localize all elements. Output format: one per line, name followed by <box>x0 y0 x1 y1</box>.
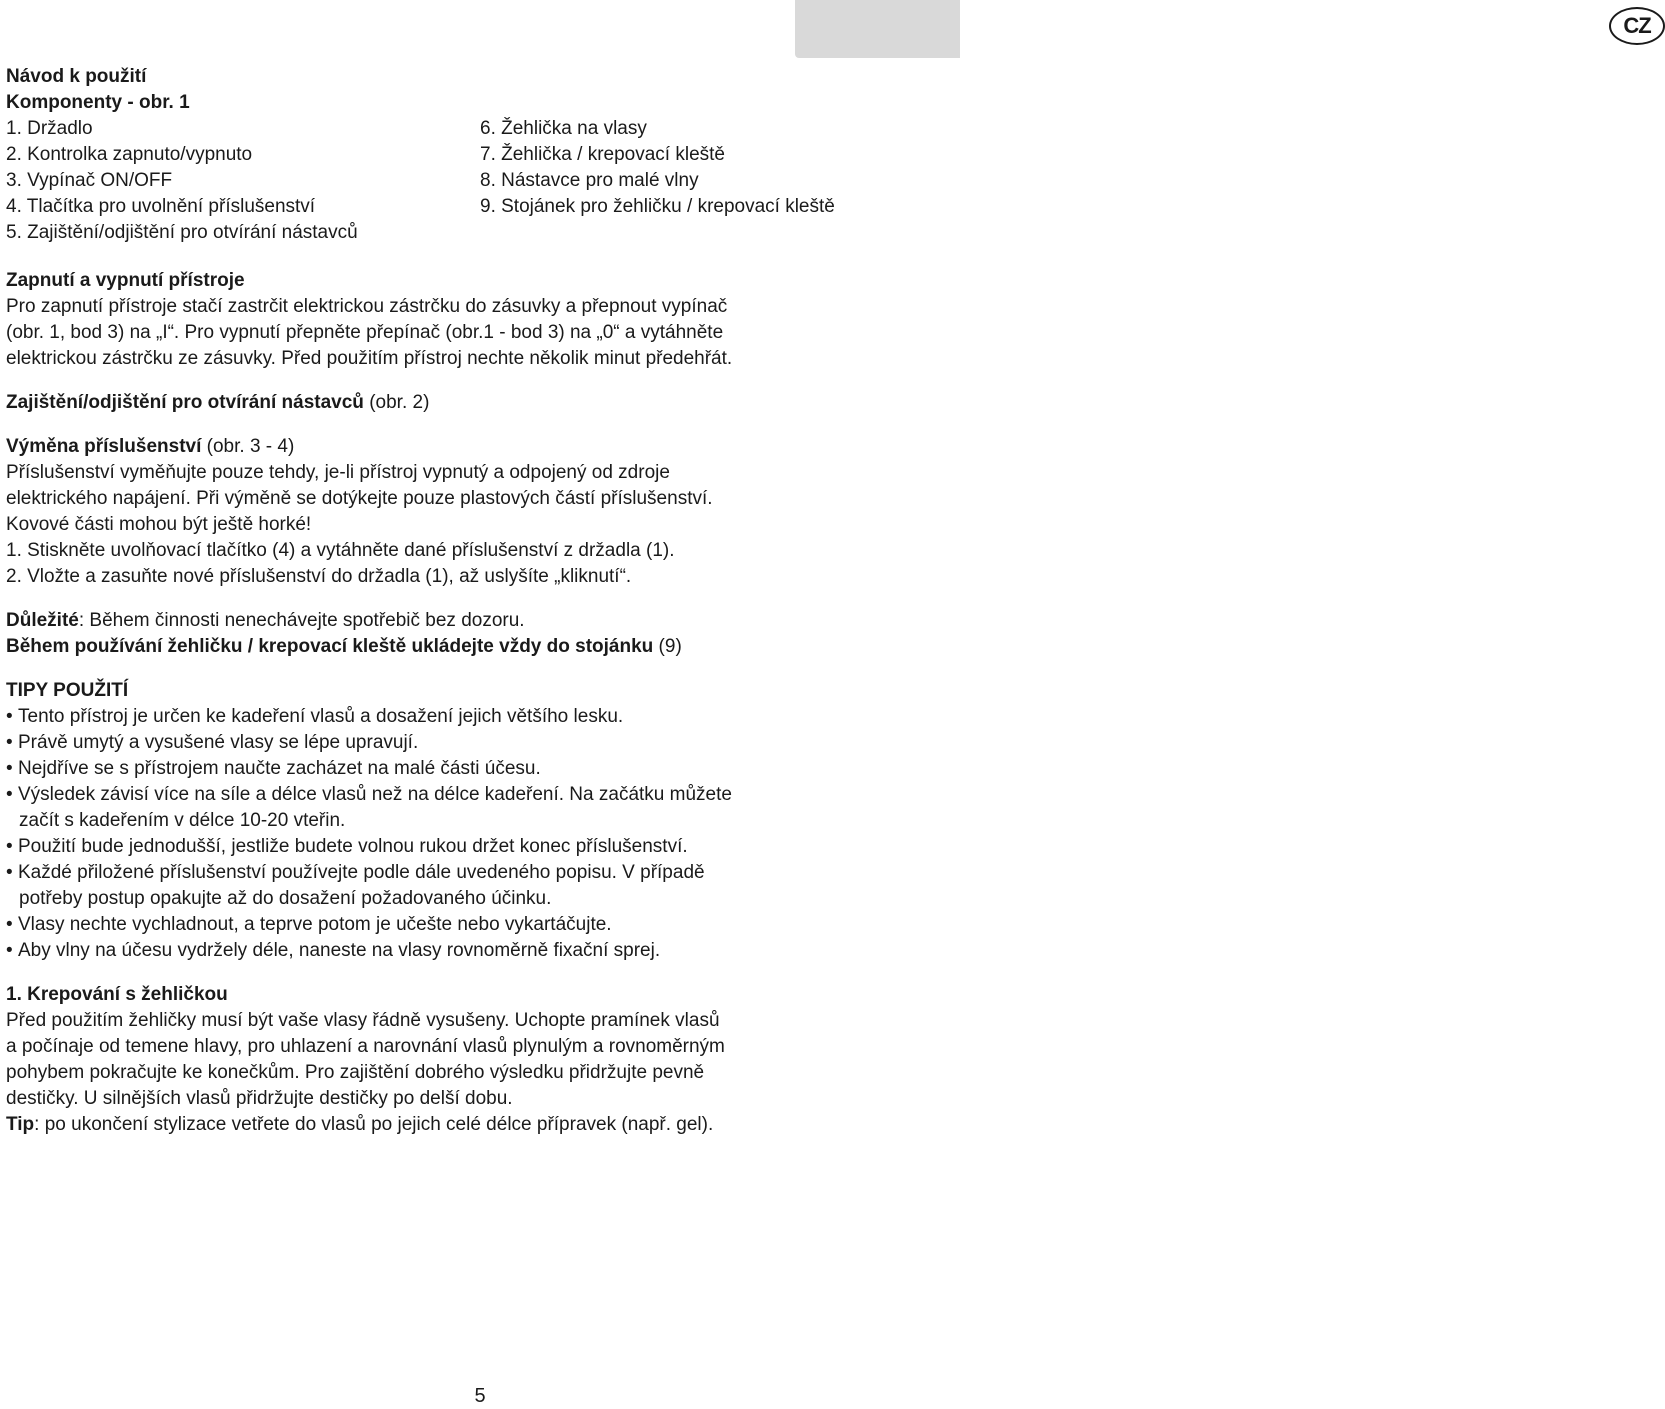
crimping-text-line: pohybem pokračujte ke konečkům. Pro zajištění dobrého výsledku přidržujte pevně <box>6 1062 705 1083</box>
exchange-text-line: Kovové části mohou být ještě horké! <box>6 514 312 535</box>
component-item: 6. Žehlička na vlasy <box>480 118 647 139</box>
exchange-step: 2. Vložte a zasuňte nové příslušenství do držadla (1), až uslyšíte „kliknutí“. <box>6 566 632 587</box>
bullet-icon: • <box>6 914 13 935</box>
tip-text: Právě umytý a vysušené vlasy se lépe upravují. <box>18 732 419 753</box>
tip-text: Každé přiložené příslušenství používejte podle dále uvedeného popisu. V případě <box>18 862 705 883</box>
crimping-text-line: Před použitím žehličky musí být vaše vlasy řádně vysušeny. Uchopte pramínek vlasů <box>6 1010 720 1031</box>
component-item: 4. Tlačítka pro uvolnění příslušenství <box>6 196 316 217</box>
onoff-text-line: (obr. 1, bod 3) na „I“. Pro vypnutí přepněte přepínač (obr.1 - bod 3) na „0“ a vytáhněte <box>6 322 724 343</box>
important-note <box>6 608 946 634</box>
bullet-icon: • <box>6 836 13 857</box>
lock-section <box>6 390 946 416</box>
tip-text: Tento přístroj je určen ke kadeření vlasů a dosažení jejich většího lesku. <box>18 706 624 727</box>
storage-note-ref: (9) <box>653 636 682 657</box>
component-item: 2. Kontrolka zapnuto/vypnuto <box>6 144 253 165</box>
crimping-text-line: destičky. U silnějších vlasů přidržujte destičky po delší dobu. <box>6 1088 513 1109</box>
exchange-step: 1. Stiskněte uvolňovací tlačítko (4) a vytáhněte dané příslušenství z držadla (1). <box>6 540 675 561</box>
exchange-heading: Výměna příslušenství <box>6 436 202 457</box>
tip-item <box>6 730 946 756</box>
component-item: 3. Vypínač ON/OFF <box>6 170 173 191</box>
tip-item <box>6 782 946 808</box>
tip-item <box>6 834 946 860</box>
components-list <box>6 116 946 246</box>
tips-heading: TIPY POUŽITÍ <box>6 680 129 701</box>
manual-content <box>6 64 946 1138</box>
lock-ref: (obr. 2) <box>363 392 430 413</box>
bullet-icon: • <box>6 732 13 753</box>
crimping-text-line: a počínaje od temene hlavy, pro uhlazení a narovnání vlasů plynulým a rovnoměrným <box>6 1036 725 1057</box>
component-item: 9. Stojánek pro žehličku / krepovací kleště <box>480 196 835 217</box>
page-number: 5 <box>474 1385 486 1407</box>
exchange-text-line: elektrického napájení. Při výměně se dotýkejte pouze plastových částí příslušenství. <box>6 488 713 509</box>
important-text: : Během činnosti nenechávejte spotřebič bez dozoru. <box>78 610 525 631</box>
exchange-text-line: Příslušenství vyměňujte pouze tehdy, je-li přístroj vypnutý a odpojený od zdroje <box>6 462 670 483</box>
onoff-text-line: elektrickou zástrčku ze zásuvky. Před použitím přístroj nechte několik minut předehřát. <box>6 348 733 369</box>
exchange-section-title <box>6 434 946 460</box>
language-tab <box>795 0 1651 58</box>
component-item: 5. Zajištění/odjištění pro otvírání nástavců <box>6 222 358 243</box>
storage-note <box>6 634 946 660</box>
tip-text-continued: začít s kadeřením v délce 10-20 vteřin. <box>19 810 346 831</box>
tip-item <box>6 938 946 964</box>
bullet-icon: • <box>6 784 13 805</box>
tip-item <box>6 704 946 730</box>
components-heading: Komponenty - obr. 1 <box>6 92 190 113</box>
lock-heading: Zajištění/odjištění pro otvírání nástavců <box>6 392 364 413</box>
component-item: 1. Držadlo <box>6 118 93 139</box>
tip-text-continued: potřeby postup opakujte až do dosažení požadovaného účinku. <box>19 888 552 909</box>
crimping-heading: 1. Krepování s žehličkou <box>6 984 228 1005</box>
important-label: Důležité <box>6 610 79 631</box>
components-left-column <box>6 116 480 246</box>
bullet-icon: • <box>6 940 13 961</box>
tip-text: Použití bude jednodušší, jestliže budete volnou rukou držet konec příslušenství. <box>18 836 688 857</box>
page-title: Návod k použití <box>6 66 147 87</box>
bullet-icon: • <box>6 706 13 727</box>
component-item: 8. Nástavce pro malé vlny <box>480 170 699 191</box>
storage-note-bold: Během používání žehličku / krepovací kleště ukládejte vždy do stojánku <box>6 636 654 657</box>
language-badge: CZ <box>1609 7 1665 45</box>
crimping-tip <box>6 1112 946 1138</box>
tip-text: Nejdříve se s přístrojem naučte zacházet na malé části účesu. <box>18 758 541 779</box>
component-item: 7. Žehlička / krepovací kleště <box>480 144 725 165</box>
tip-item <box>6 912 946 938</box>
onoff-text-line: Pro zapnutí přístroje stačí zastrčit elektrickou zástrčku do zásuvky a přepnout vypínač <box>6 296 728 317</box>
tip-item <box>6 860 946 886</box>
onoff-heading: Zapnutí a vypnutí přístroje <box>6 270 245 291</box>
tips-list <box>6 704 946 964</box>
bullet-icon: • <box>6 758 13 779</box>
tip-text: Výsledek závisí více na síle a délce vlasů než na délce kadeření. Na začátku můžete <box>18 784 732 805</box>
exchange-ref: (obr. 3 - 4) <box>201 436 295 457</box>
tip-item <box>6 756 946 782</box>
bullet-icon: • <box>6 862 13 883</box>
components-right-column <box>480 116 946 246</box>
tip-text: Vlasy nechte vychladnout, a teprve potom je učešte nebo vykartáčujte. <box>18 914 612 935</box>
tip-body: : po ukončení stylizace vetřete do vlasů po jejich celé délce přípravek (např. gel). <box>34 1114 714 1135</box>
tip-label: Tip <box>6 1114 35 1135</box>
tip-text: Aby vlny na účesu vydržely déle, naneste na vlasy rovnoměrně fixační sprej. <box>18 940 661 961</box>
